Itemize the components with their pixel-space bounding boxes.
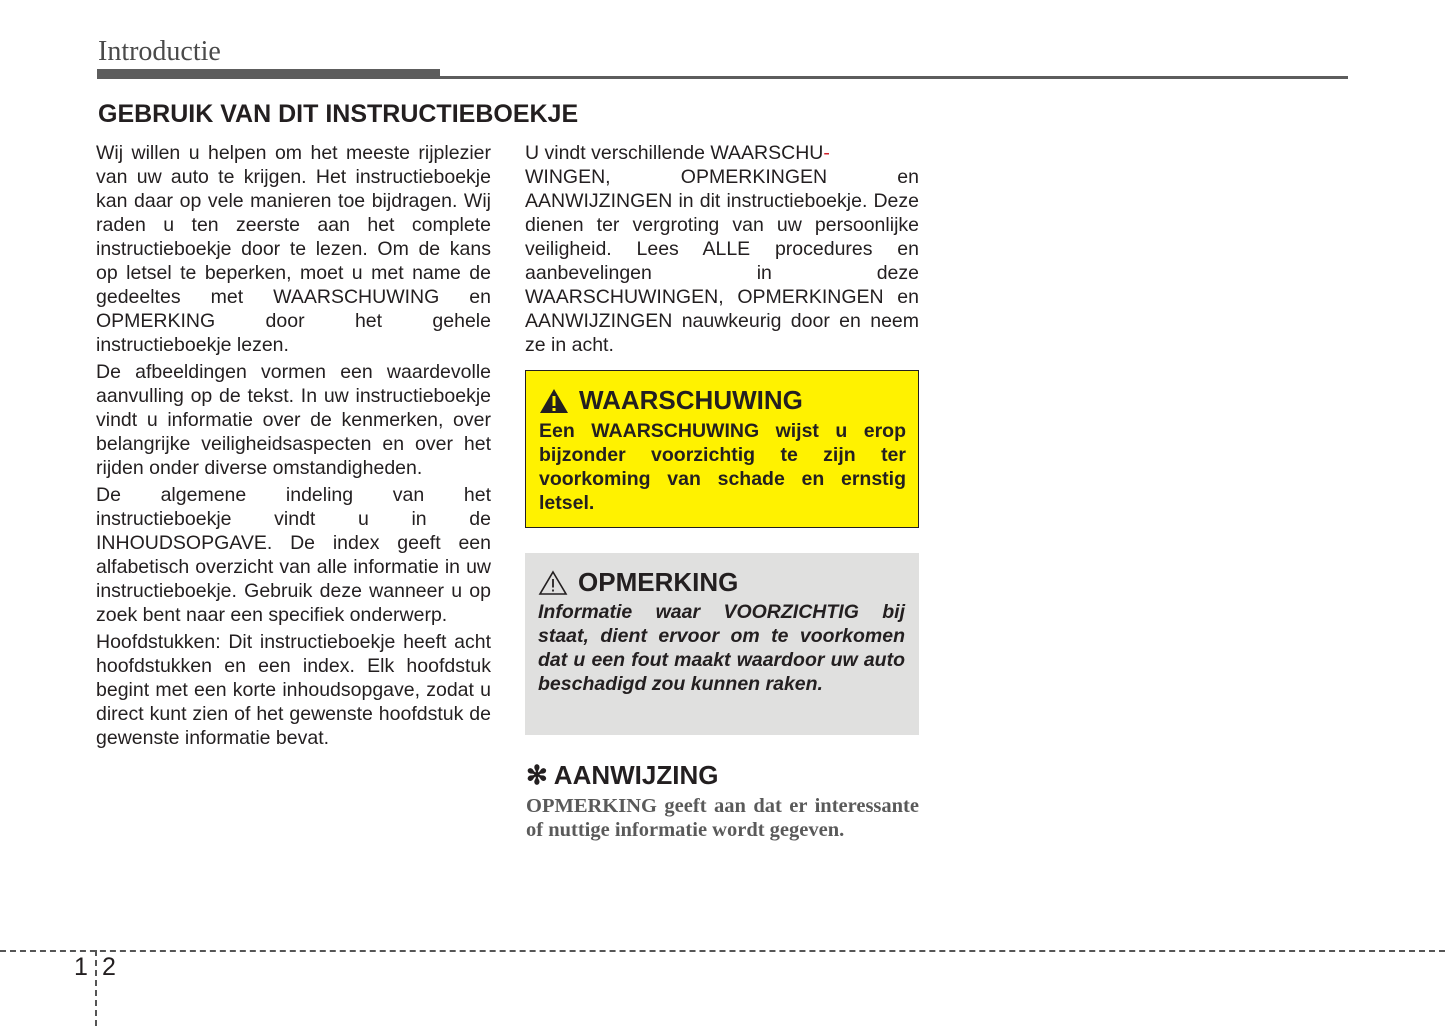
note-body: OPMERKING geeft aan dat er interessante of nuttige informatie wordt gegeven. (526, 795, 919, 841)
chapter-number: 1 (74, 953, 88, 981)
warning-triangle-icon (539, 388, 569, 414)
note-title-row (526, 760, 718, 791)
section-heading: GEBRUIK VAN DIT INSTRUCTIEBOEKJE (98, 100, 579, 128)
paragraph: De algemene indeling van het instructieboekje vindt u in de INHOUDSOPGAVE. De index geeft een alfabetisch overzicht van alle informatie in uw instructieboekje. Gebruik deze wanneer u op zoek bent naar een specifiek onderwerp. (96, 484, 491, 626)
intro-part1: U vindt verschillende WAARSCHU (525, 142, 824, 164)
intro-part2: WINGEN, OPMERKINGEN en AANWIJZINGEN in dit instructieboekje. Deze dienen ter vergroting van uw persoonlijke veiligheid. Lees ALLE procedures en aanbevelingen in deze WAARSCHUWINGEN, OPMERKINGEN en AANWIJZINGEN nauwkeurig door en neem ze in acht. (525, 166, 919, 356)
left-column (96, 141, 491, 753)
note-title: AANWIJZING (553, 760, 719, 790)
header-rule-thick (97, 69, 440, 79)
warning-title-row (539, 385, 803, 416)
caution-title: OPMERKING (578, 567, 739, 597)
caution-title-row (538, 567, 738, 598)
footer-divider-vertical (95, 950, 97, 1026)
caution-box (525, 553, 919, 735)
header-title: Introductie (98, 36, 221, 67)
warning-body: Een WAARSCHUWING wijst u erop bijzonder voorzichtig te zijn ter voorkoming van schade en ernstig letsel. (539, 420, 906, 514)
warning-title: WAARSCHUWING (579, 385, 803, 415)
paragraph: Wij willen u helpen om het meeste rijplezier van uw auto te krijgen. Het instructieboekje kan daar op vele manieren toe bijdragen. Wij raden u ten zeerste aan het complete instructieboekje door te lezen. Om de kans op letsel te beperken, moet u met name de gedeeltes met WAARSCHUWING en OPMERKING door het gehele instructieboekje lezen. (96, 142, 491, 356)
intro-paragraph (525, 141, 919, 357)
header-rule-thin (440, 76, 1348, 79)
intro-hyphen: - (823, 142, 830, 164)
right-column (525, 141, 919, 360)
paragraph: Hoofdstukken: Dit instructieboekje heeft acht hoofdstukken en een index. Elk hoofdstuk begint met een korte inhoudsopgave, zodat u direct kunt zien of het gewenste hoofdstuk de gewenste informatie bevat. (96, 631, 491, 749)
page-number: 2 (102, 953, 116, 981)
footer-divider-horizontal (0, 950, 1445, 952)
asterisk-icon: ✻ (526, 760, 548, 790)
caution-triangle-icon (538, 570, 568, 596)
caution-body: Informatie waar VOORZICHTIG bij staat, dient ervoor om te voorkomen dat u een fout maakt waardoor uw auto beschadigd zou kunnen raken. (538, 601, 905, 695)
warning-box (525, 370, 919, 528)
paragraph: De afbeeldingen vormen een waardevolle aanvulling op de tekst. In uw instructieboekje vindt u informatie over de kenmerken, over belangrijke veiligheidsaspecten en over het rijden onder diverse omstandigheden. (96, 361, 491, 479)
